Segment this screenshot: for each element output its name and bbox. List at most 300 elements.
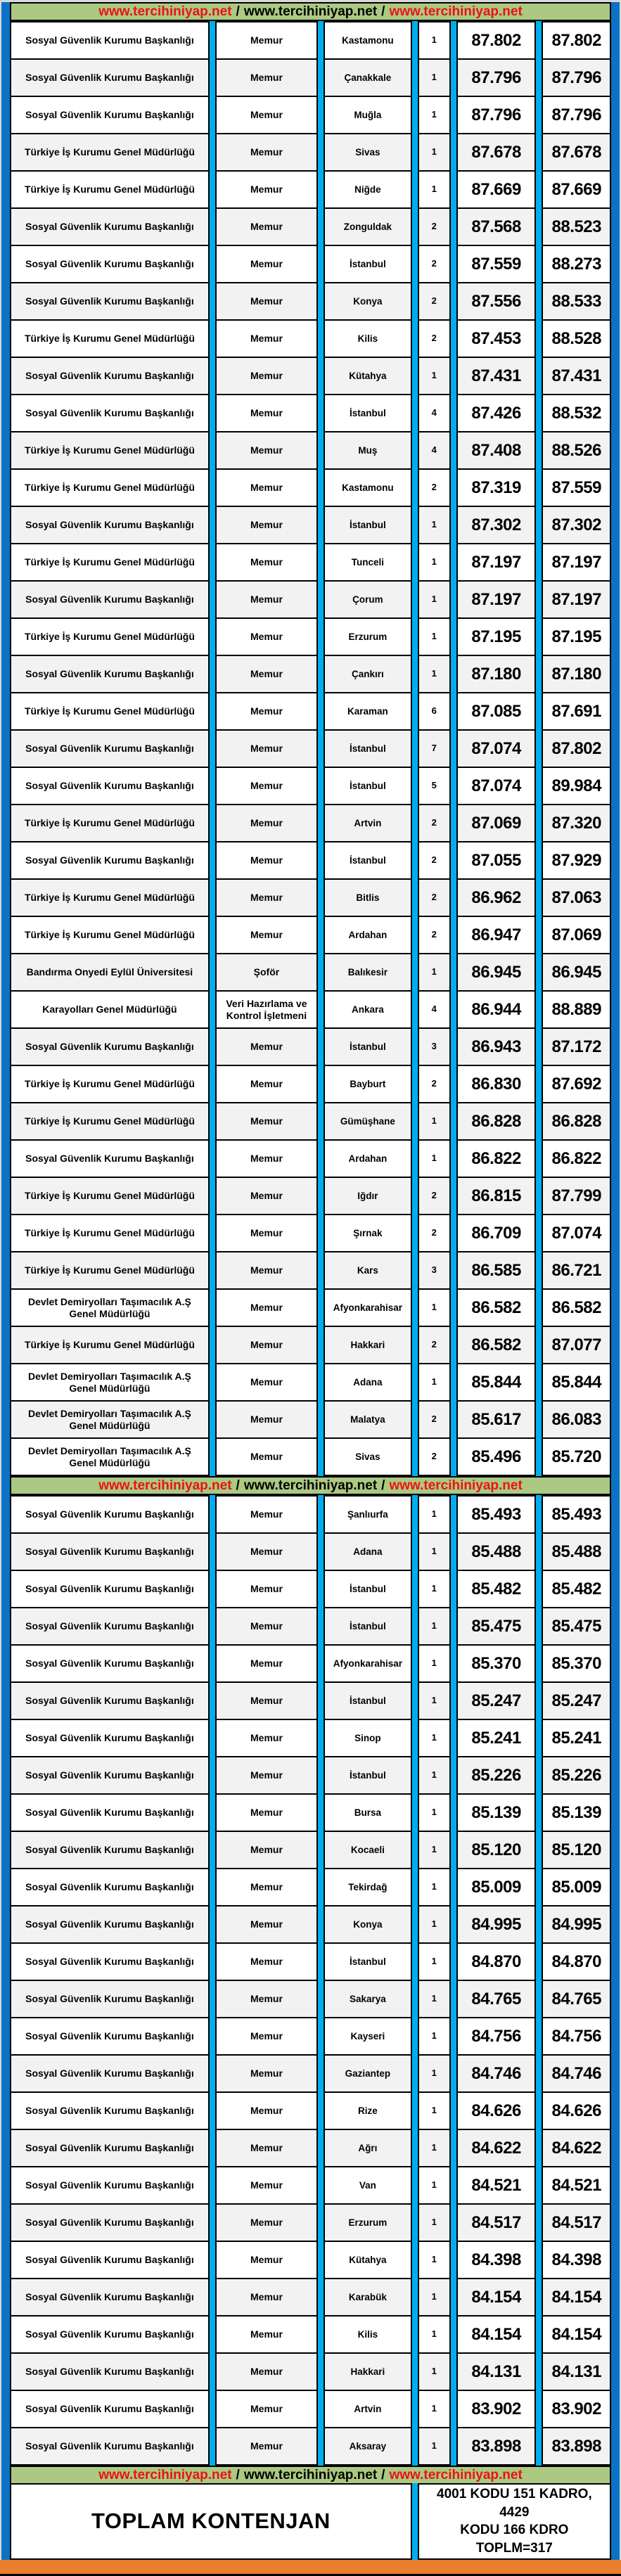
city-cell: Çankırı [324,655,412,693]
min-score-cell: 87.556 [456,282,537,321]
quota-count-cell: 3 [418,1251,451,1290]
min-score-cell: 84.626 [456,2091,537,2130]
column-gap [536,2166,542,2205]
institution-cell: Sosyal Güvenlik Kurumu Başkanlığı [10,282,210,321]
table-row [10,1495,611,1534]
column-gap [210,1102,215,1141]
column-gap [318,1644,324,1683]
city-cell: Konya [324,1905,412,1944]
city-cell: Karabük [324,2278,412,2317]
city-cell: İstanbul [324,1942,412,1981]
max-score-cell: 85.475 [542,1607,611,1646]
column-gap [536,207,542,246]
quota-count-cell: 1 [418,2390,451,2428]
max-score-cell: 89.984 [542,767,611,805]
quota-count-cell: 1 [418,2241,451,2279]
position-cell: Memur [215,1065,318,1103]
quota-count-cell: 1 [418,580,451,619]
institution-cell: Sosyal Güvenlik Kurumu Başkanlığı [10,1793,210,1832]
site-url-text: www.tercihiniyap.net [243,1478,378,1493]
column-gap [210,692,215,731]
min-score-cell: 87.197 [456,580,537,619]
column-gap [451,1495,456,1534]
url-banner-middle [10,1476,611,1495]
quota-count-cell: 1 [418,1288,451,1327]
column-gap [318,2315,324,2354]
institution-cell: Sosyal Güvenlik Kurumu Başkanlığı [10,58,210,97]
quota-count-cell: 1 [418,1868,451,1907]
table-row [10,1905,611,1944]
city-cell: Çanakkale [324,58,412,97]
column-gap [451,617,456,656]
max-score-cell: 84.995 [542,1905,611,1944]
column-gap [412,1756,418,1795]
max-score-cell: 87.195 [542,617,611,656]
column-gap [210,1681,215,1720]
column-gap [318,1326,324,1364]
column-gap [451,394,456,432]
min-score-cell: 87.180 [456,655,537,693]
column-gap [210,207,215,246]
column-gap [412,357,418,395]
column-gap [451,170,456,209]
institution-cell: Sosyal Güvenlik Kurumu Başkanlığı [10,1681,210,1720]
column-gap [412,1570,418,1608]
city-cell: Erzurum [324,617,412,656]
institution-cell: Türkiye İş Kurumu Genel Müdürlüğü [10,617,210,656]
position-cell: Memur [215,96,318,134]
column-gap [412,1363,418,1402]
column-gap [318,1831,324,1869]
column-gap [318,1756,324,1795]
column-gap [318,767,324,805]
column-gap [536,1756,542,1795]
column-gap [451,2241,456,2279]
table-row [10,878,611,917]
column-gap [412,394,418,432]
column-gap [210,543,215,582]
column-gap [318,2203,324,2242]
column-gap [451,2352,456,2391]
position-cell: Memur [215,1326,318,1364]
institution-cell: Devlet Demiryolları Taşımacılık A.Ş Genel Müdürlüğü [10,1400,210,1439]
institution-cell: Devlet Demiryolları Taşımacılık A.Ş Genel Müdürlüğü [10,1288,210,1327]
column-gap [451,1793,456,1832]
table-row [10,990,611,1029]
table-row [10,2315,611,2354]
column-gap [210,1607,215,1646]
column-gap [536,1251,542,1290]
column-gap [412,1251,418,1290]
table-row [10,1214,611,1252]
max-score-cell: 87.929 [542,841,611,880]
column-gap [318,2352,324,2391]
table-row [10,1363,611,1402]
city-cell: Van [324,2166,412,2205]
column-gap [318,58,324,97]
column-gap [536,2278,542,2317]
column-gap [210,1065,215,1103]
institution-cell: Devlet Demiryolları Taşımacılık A.Ş Genel Müdürlüğü [10,1363,210,1402]
quota-count-cell: 1 [418,1532,451,1571]
column-gap [412,1980,418,2018]
city-cell: Sivas [324,1437,412,1476]
column-gap [412,2352,418,2391]
institution-cell: Sosyal Güvenlik Kurumu Başkanlığı [10,96,210,134]
column-gap [536,96,542,134]
quota-summary-line1: 4001 KODU 151 KADRO, 4429 [437,2487,592,2520]
column-gap [451,1831,456,1869]
position-cell: Memur [215,2203,318,2242]
max-score-cell: 88.889 [542,990,611,1029]
max-score-cell: 87.669 [542,170,611,209]
max-score-cell: 85.720 [542,1437,611,1476]
max-score-cell: 84.626 [542,2091,611,2130]
column-gap [210,1719,215,1757]
column-gap [412,2129,418,2167]
city-cell: İstanbul [324,394,412,432]
institution-cell: Sosyal Güvenlik Kurumu Başkanlığı [10,245,210,283]
min-score-cell: 84.622 [456,2129,537,2167]
institution-cell: Sosyal Güvenlik Kurumu Başkanlığı [10,506,210,544]
min-score-cell: 85.488 [456,1532,537,1571]
column-gap [536,841,542,880]
column-gap [318,1363,324,1402]
table-row [10,1868,611,1907]
quota-count-cell: 3 [418,1027,451,1066]
min-score-cell: 85.844 [456,1363,537,1402]
column-gap [536,1288,542,1327]
quota-count-cell: 1 [418,1363,451,1402]
quota-count-cell: 1 [418,1139,451,1178]
column-gap [412,1400,418,1439]
min-score-cell: 87.669 [456,170,537,209]
institution-cell: Türkiye İş Kurumu Genel Müdürlüğü [10,1102,210,1141]
column-gap [412,1607,418,1646]
min-score-cell: 84.154 [456,2315,537,2354]
institution-cell: Karayolları Genel Müdürlüğü [10,990,210,1029]
column-gap [536,1681,542,1720]
table-row [10,282,611,321]
quota-count-cell: 2 [418,207,451,246]
position-cell: Memur [215,767,318,805]
column-gap [536,1570,542,1608]
institution-cell: Türkiye İş Kurumu Genel Müdürlüğü [10,543,210,582]
min-score-cell: 87.074 [456,767,537,805]
site-url-text: www.tercihiniyap.net [98,2467,232,2482]
column-gap [210,1495,215,1534]
table-row [10,1437,611,1476]
max-score-cell: 88.526 [542,431,611,470]
column-gap [412,655,418,693]
position-cell: Memur [215,431,318,470]
column-gap [412,1495,418,1534]
max-score-cell: 87.796 [542,58,611,97]
column-gap [412,1065,418,1103]
column-gap [451,878,456,917]
column-gap [412,96,418,134]
quota-count-cell: 2 [418,1177,451,1215]
column-gap [536,431,542,470]
column-gap [412,1532,418,1571]
column-gap [412,729,418,768]
column-gap [536,692,542,731]
column-gap [412,1831,418,1869]
position-cell: Memur [215,245,318,283]
column-gap [536,468,542,507]
max-score-cell: 84.756 [542,2017,611,2056]
site-url-text: www.tercihiniyap.net [389,1478,523,1493]
institution-cell: Sosyal Güvenlik Kurumu Başkanlığı [10,1570,210,1608]
position-cell: Memur [215,804,318,842]
quota-count-cell: 1 [418,2427,451,2466]
city-cell: Iğdır [324,1177,412,1215]
max-score-cell: 87.063 [542,878,611,917]
max-score-cell: 84.517 [542,2203,611,2242]
column-gap [210,1363,215,1402]
column-gap [318,2278,324,2317]
column-gap [318,1793,324,1832]
min-score-cell: 86.709 [456,1214,537,1252]
position-cell: Memur [215,1756,318,1795]
city-cell: Kütahya [324,357,412,395]
table-row [10,1400,611,1439]
table-row [10,692,611,731]
column-gap [536,2427,542,2466]
column-gap [318,617,324,656]
max-score-cell: 87.802 [542,729,611,768]
column-gap [210,2278,215,2317]
url-separator: / [236,2467,240,2482]
quota-count-cell: 1 [418,1644,451,1683]
position-cell: Memur [215,1868,318,1907]
column-gap [318,990,324,1029]
column-gap [318,953,324,992]
site-url-text: www.tercihiniyap.net [243,2467,378,2482]
quota-count-cell: 2 [418,245,451,283]
column-gap [451,1214,456,1252]
table-row [10,133,611,172]
max-score-cell: 85.247 [542,1681,611,1720]
column-gap [536,767,542,805]
position-cell: Memur [215,1437,318,1476]
institution-cell: Sosyal Güvenlik Kurumu Başkanlığı [10,1495,210,1534]
column-gap [412,170,418,209]
column-gap [412,1868,418,1907]
url-separator: / [236,1478,240,1493]
url-separator: / [381,1478,385,1493]
column-gap [210,878,215,917]
bottom-orange-bar [0,2560,621,2576]
column-gap [318,2166,324,2205]
table-row [10,1570,611,1608]
table-row [10,2427,611,2466]
quota-count-cell: 6 [418,692,451,731]
max-score-cell: 87.692 [542,1065,611,1103]
column-gap [536,1532,542,1571]
institution-cell: Sosyal Güvenlik Kurumu Başkanlığı [10,357,210,395]
column-gap [318,207,324,246]
quota-count-cell: 1 [418,1681,451,1720]
quota-count-cell: 1 [418,2166,451,2205]
column-gap [210,1532,215,1571]
position-cell: Memur [215,1102,318,1141]
column-gap [412,1102,418,1141]
min-score-cell: 84.746 [456,2054,537,2093]
column-gap [210,1177,215,1215]
column-gap [451,58,456,97]
column-gap [451,133,456,172]
table-row [10,431,611,470]
city-cell: Şırnak [324,1214,412,1252]
column-gap [451,1942,456,1981]
column-gap [536,729,542,768]
column-gap [451,1532,456,1571]
table-row [10,841,611,880]
quota-count-cell: 1 [418,1942,451,1981]
column-gap [210,2166,215,2205]
column-gap [210,1139,215,1178]
min-score-cell: 87.453 [456,319,537,358]
max-score-cell: 87.796 [542,96,611,134]
max-score-cell: 84.521 [542,2166,611,2205]
column-gap [412,1288,418,1327]
quota-count-cell: 2 [418,319,451,358]
column-gap [210,2203,215,2242]
column-gap [536,1644,542,1683]
max-score-cell: 87.069 [542,916,611,954]
position-cell: Memur [215,1607,318,1646]
table-row [10,953,611,992]
quota-count-cell: 1 [418,1756,451,1795]
column-gap [210,2091,215,2130]
city-cell: Bursa [324,1793,412,1832]
column-gap [536,878,542,917]
position-cell: Memur [215,2017,318,2056]
city-cell: Artvin [324,2390,412,2428]
max-score-cell: 85.482 [542,1570,611,1608]
column-gap [318,96,324,134]
quota-count-cell: 1 [418,506,451,544]
table-row [10,1831,611,1869]
column-gap [536,1214,542,1252]
position-cell: Memur [215,2315,318,2354]
position-cell: Memur [215,394,318,432]
min-score-cell: 85.139 [456,1793,537,1832]
column-gap [318,2091,324,2130]
max-score-cell: 87.172 [542,1027,611,1066]
column-gap [412,1942,418,1981]
column-gap [536,2054,542,2093]
min-score-cell: 86.582 [456,1288,537,1327]
city-cell: Hakkari [324,2352,412,2391]
column-gap [210,2427,215,2466]
column-gap [412,2427,418,2466]
table-row [10,1793,611,1832]
max-score-cell: 84.131 [542,2352,611,2391]
column-gap [412,2483,418,2560]
column-gap [210,2352,215,2391]
institution-cell: Türkiye İş Kurumu Genel Müdürlüğü [10,1214,210,1252]
column-gap [210,1756,215,1795]
column-gap [210,1570,215,1608]
column-gap [318,878,324,917]
url-banner-bottom [10,2466,611,2485]
column-gap [210,1644,215,1683]
city-cell: Muğla [324,96,412,134]
min-score-cell: 85.475 [456,1607,537,1646]
position-cell: Memur [215,1905,318,1944]
column-gap [210,1868,215,1907]
max-score-cell: 84.622 [542,2129,611,2167]
column-gap [412,245,418,283]
institution-cell: Türkiye İş Kurumu Genel Müdürlüğü [10,804,210,842]
column-gap [210,21,215,60]
column-gap [210,282,215,321]
column-gap [536,2129,542,2167]
institution-cell: Türkiye İş Kurumu Genel Müdürlüğü [10,878,210,917]
table-section-2 [10,1495,611,2466]
quota-count-cell: 1 [418,953,451,992]
quota-count-cell: 4 [418,431,451,470]
column-gap [536,1027,542,1066]
position-cell: Memur [215,1363,318,1402]
column-gap [318,133,324,172]
column-gap [451,953,456,992]
column-gap [318,1139,324,1178]
city-cell: Niğde [324,170,412,209]
column-gap [210,133,215,172]
column-gap [451,655,456,693]
min-score-cell: 84.765 [456,1980,537,2018]
table-row [10,1644,611,1683]
table-frame [1,2,620,2560]
column-gap [210,2241,215,2279]
column-gap [210,1027,215,1066]
table-row [10,1719,611,1757]
min-score-cell: 85.241 [456,1719,537,1757]
city-cell: İstanbul [324,506,412,544]
quota-count-cell: 1 [418,1570,451,1608]
column-gap [536,2091,542,2130]
quota-count-cell: 1 [418,96,451,134]
institution-cell: Sosyal Güvenlik Kurumu Başkanlığı [10,2427,210,2466]
institution-cell: Sosyal Güvenlik Kurumu Başkanlığı [10,2054,210,2093]
table-row [10,1065,611,1103]
column-gap [412,617,418,656]
column-gap [412,1326,418,1364]
max-score-cell: 87.678 [542,133,611,172]
column-gap [318,1980,324,2018]
min-score-cell: 85.496 [456,1437,537,1476]
city-cell: Kars [324,1251,412,1290]
institution-cell: Sosyal Güvenlik Kurumu Başkanlığı [10,2203,210,2242]
city-cell: Tekirdağ [324,1868,412,1907]
quota-count-cell: 2 [418,878,451,917]
column-gap [451,1139,456,1178]
column-gap [536,916,542,954]
column-gap [451,804,456,842]
institution-cell: Sosyal Güvenlik Kurumu Başkanlığı [10,1532,210,1571]
city-cell: Konya [324,282,412,321]
min-score-cell: 86.828 [456,1102,537,1141]
institution-cell: Sosyal Güvenlik Kurumu Başkanlığı [10,580,210,619]
column-gap [536,1942,542,1981]
quota-count-cell: 1 [418,2315,451,2354]
table-row [10,543,611,582]
quota-count-cell: 2 [418,841,451,880]
min-score-cell: 87.055 [456,841,537,880]
